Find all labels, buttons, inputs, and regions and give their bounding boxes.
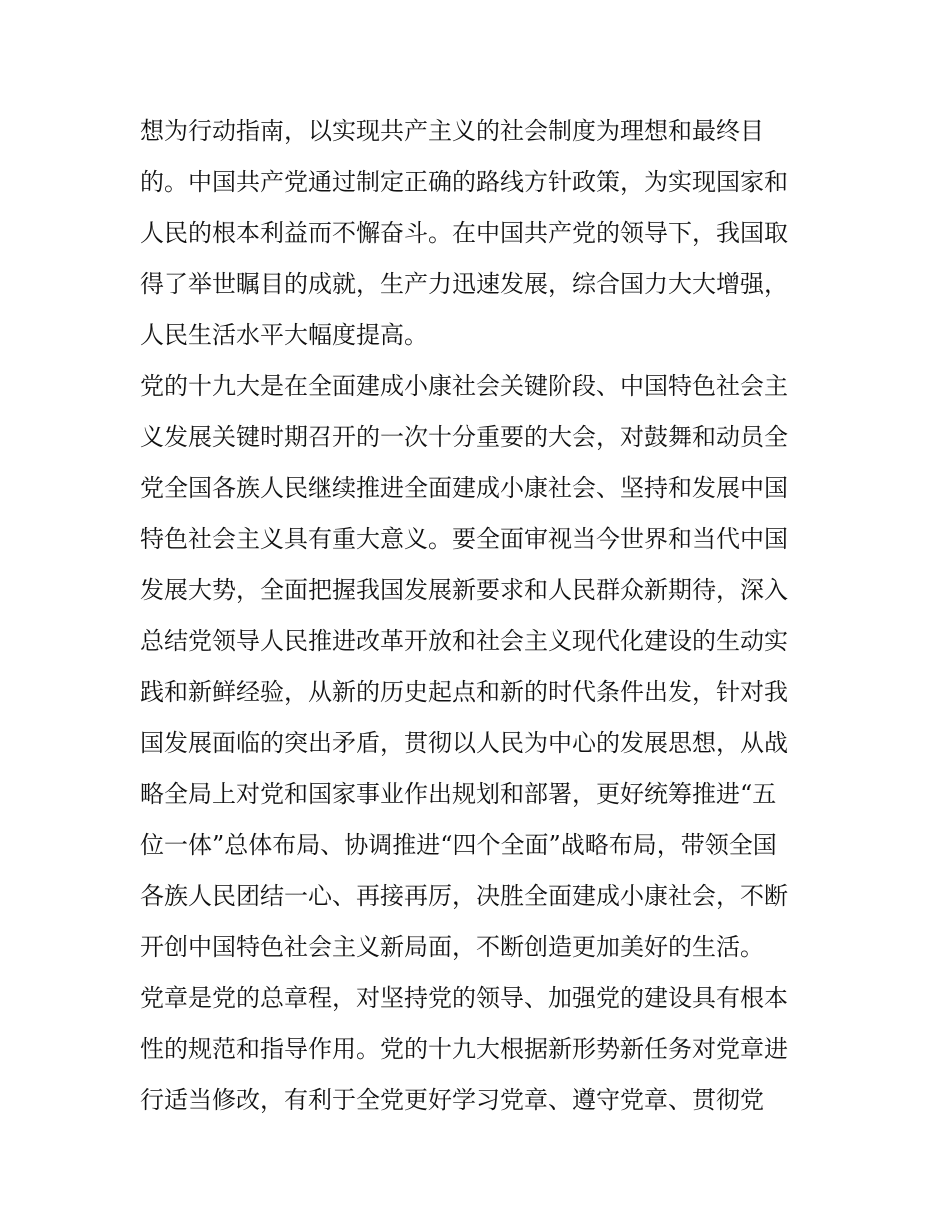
text-line: 总结党领导人民推进改革开放和社会主义现代化建设的生动实 <box>140 627 788 655</box>
text-line: 性的规范和指导作用。党的十九大根据新形势新任务对党章进 <box>140 1035 788 1063</box>
document-body <box>140 106 820 1126</box>
text-line: 得了举世瞩目的成就，生产力迅速发展，综合国力大大增强， <box>140 270 788 298</box>
text-line: 人民生活水平大幅度提高。 <box>140 321 428 349</box>
text-line: 义发展关键时期召开的一次十分重要的大会，对鼓舞和动员全 <box>140 423 788 451</box>
text-line: 位一体”总体布局、协调推进“四个全面”战略布局，带领全国 <box>140 831 777 859</box>
text-line: 党全国各族人民继续推进全面建成小康社会、坚持和发展中国 <box>140 474 788 502</box>
text-line: 发展大势，全面把握我国发展新要求和人民群众新期待，深入 <box>140 576 788 604</box>
text-line: 特色社会主义具有重大意义。要全面审视当今世界和当代中国 <box>140 525 788 553</box>
text-line: 党的十九大是在全面建成小康社会关键阶段、中国特色社会主 <box>140 372 788 400</box>
text-line: 开创中国特色社会主义新局面，不断创造更加美好的生活。 <box>140 933 764 961</box>
text-line: 党章是党的总章程，对坚持党的领导、加强党的建设具有根本 <box>140 984 788 1012</box>
text-line: 行适当修改，有利于全党更好学习党章、遵守党章、贯彻党 <box>140 1086 764 1114</box>
text-line: 国发展面临的突出矛盾，贯彻以人民为中心的发展思想，从战 <box>140 729 788 757</box>
text-line: 的。中国共产党通过制定正确的路线方针政策，为实现国家和 <box>140 168 788 196</box>
paragraph-3 <box>140 973 820 1126</box>
text-line: 略全局上对党和国家事业作出规划和部署，更好统筹推进“五 <box>140 780 777 808</box>
text-line: 各族人民团结一心、再接再厉，决胜全面建成小康社会，不断 <box>140 882 788 910</box>
text-line: 人民的根本利益而不懈奋斗。在中国共产党的领导下，我国取 <box>140 219 788 247</box>
text-line: 想为行动指南，以实现共产主义的社会制度为理想和最终目 <box>140 117 764 145</box>
paragraph-2 <box>140 361 820 973</box>
paragraph-1 <box>140 106 820 361</box>
text-line: 践和新鲜经验，从新的历史起点和新的时代条件出发，针对我 <box>140 678 788 706</box>
